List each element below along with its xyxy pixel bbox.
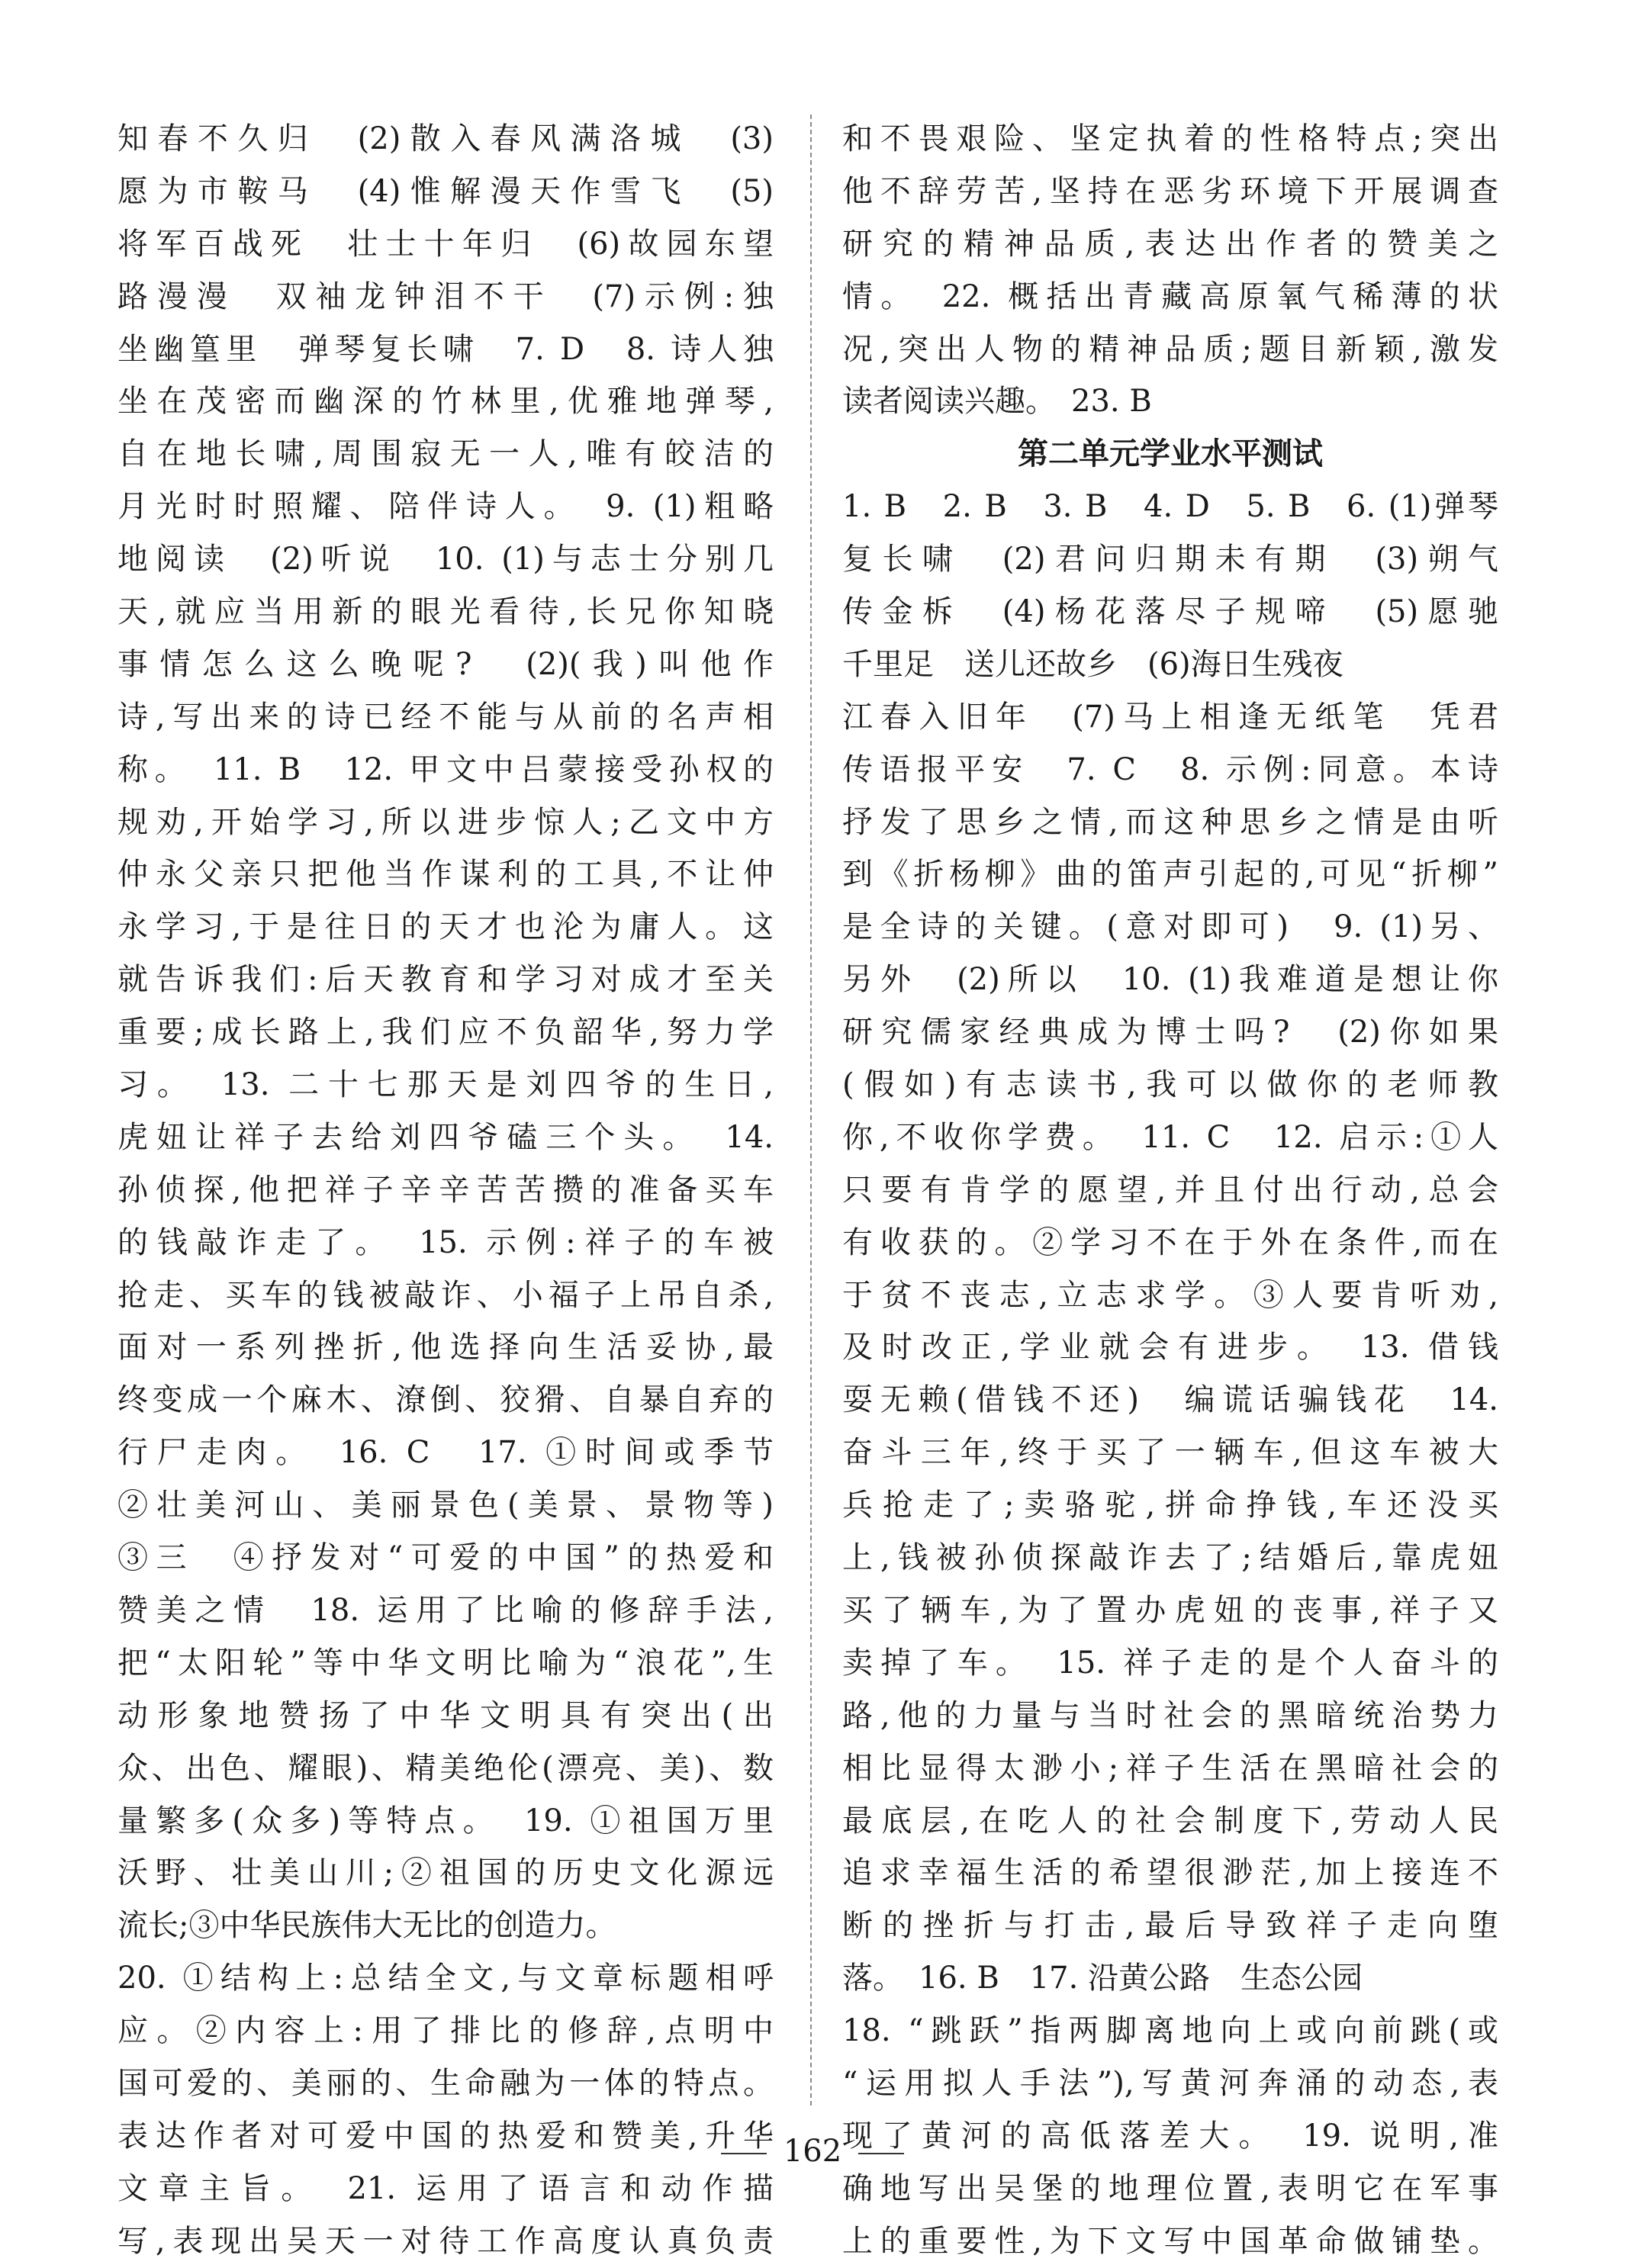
text-line: 路漫漫 双袖龙钟泪不干 (7)示例:独 xyxy=(117,278,774,314)
footer-dash-right xyxy=(858,2153,904,2154)
text-line: 赞美之情 18. 运用了比喻的修辞手法, xyxy=(117,1592,774,1628)
text-line: 孙侦探,他把祥子辛辛苦苦攒的准备买车 xyxy=(117,1172,774,1208)
text-line: 你,不收你学费。 11. C 12. 启示:①人 xyxy=(842,1119,1498,1155)
text-line: 20. ①结构上:总结全文,与文章标题相呼 xyxy=(117,1961,774,1996)
text-line: 千里足 送儿还故乡 (6)海日生残夜 xyxy=(842,646,1343,682)
text-line: 路,他的力量与当时社会的黑暗统治势力 xyxy=(842,1697,1498,1733)
text-line: “运用拟人手法”),写黄河奔涌的动态,表 xyxy=(842,2065,1498,2101)
text-line: 卖掉了车。 15. 祥子走的是个人奋斗的 xyxy=(842,1645,1498,1681)
text-line: 虎妞让祥子去给刘四爷磕三个头。 14. xyxy=(117,1119,774,1155)
text-line: 18. “跳跃”指两脚离地向上或向前跳(或 xyxy=(842,2013,1498,2049)
text-line: 是全诗的关键。(意对即可) 9. (1)另、 xyxy=(842,909,1498,945)
text-line: 天,就应当用新的眼光看待,长兄你知晓 xyxy=(117,594,774,630)
text-line: 到《折杨柳》曲的笛声引起的,可见“折柳” xyxy=(842,857,1498,893)
text-line: 抒发了思乡之情,而这种思乡之情是由听 xyxy=(842,804,1498,840)
text-line: 表达作者对可爱中国的热爱和赞美,升华 xyxy=(117,2118,774,2154)
text-line: 众、出色、耀眼)、精美绝伦(漂亮、美)、数 xyxy=(117,1750,774,1786)
text-line: 习。 13. 二十七那天是刘四爷的生日, xyxy=(117,1067,774,1103)
text-line: 断的挫折与打击,最后导致祥子走向堕 xyxy=(842,1908,1498,1944)
text-line: 传语报平安 7. C 8. 示例:同意。本诗 xyxy=(842,751,1498,787)
text-line: 耍无赖(借钱不还) 编谎话骗钱花 14. xyxy=(842,1382,1498,1418)
text-line: 相比显得太渺小;祥子生活在黑暗社会的 xyxy=(842,1750,1498,1786)
text-line: 自在地长啸,周围寂无一人,唯有皎洁的 xyxy=(117,436,774,472)
text-line: ②壮美河山、美丽景色(美景、景物等) xyxy=(117,1488,774,1523)
text-line: 上,钱被孙侦探敲诈去了;结婚后,靠虎妞 xyxy=(842,1540,1498,1576)
text-line: 研究的精神品质,表达出作者的赞美之 xyxy=(842,226,1498,262)
text-line: 传金柝 (4)杨花落尽子规啼 (5)愿驰 xyxy=(842,594,1498,630)
text-line: 写,表现出吴天一对待工作高度认真负责 xyxy=(117,2223,774,2259)
text-line: 及时改正,学业就会有进步。 13. 借钱 xyxy=(842,1330,1498,1366)
text-line: 读者阅读兴趣。 23. B xyxy=(842,384,1152,420)
footer-dash-left xyxy=(721,2153,767,2154)
column-divider xyxy=(810,114,812,2106)
text-line: 就告诉我们:后天教育和学习对成才至关 xyxy=(117,962,774,998)
text-line: 的钱敲诈走了。 15. 示例:祥子的车被 xyxy=(117,1224,774,1260)
text-line: 情。 22. 概括出青藏高原氧气稀薄的状 xyxy=(842,278,1498,314)
text-line: 仲永父亲只把他当作谋利的工具,不让仲 xyxy=(117,857,774,893)
right-text-column xyxy=(842,113,1498,2268)
text-line: 况,突出人物的精神品质;题目新颖,激发 xyxy=(842,331,1498,367)
text-line: 文章主旨。 21. 运用了语言和动作描 xyxy=(117,2170,774,2206)
text-line: 称。 11. B 12. 甲文中吕蒙接受孙权的 xyxy=(117,751,774,787)
text-line: ③三 ④抒发对“可爱的中国”的热爱和 xyxy=(117,1540,774,1576)
text-line: 沃野、壮美山川;②祖国的历史文化源远 xyxy=(117,1855,774,1891)
text-line: 抢走、买车的钱被敲诈、小福子上吊自杀, xyxy=(117,1277,774,1313)
text-line: 动形象地赞扬了中华文明具有突出(出 xyxy=(117,1697,774,1733)
text-line: 规劝,开始学习,所以进步惊人;乙文中方 xyxy=(117,804,774,840)
text-line: 应。②内容上:用了排比的修辞,点明中 xyxy=(117,2013,774,2049)
text-line: 有收获的。②学习不在于外在条件,而在 xyxy=(842,1224,1498,1260)
text-line: 重要;成长路上,我们应不负韶华,努力学 xyxy=(117,1015,774,1050)
text-line: 行尸走肉。 16. C 17. ①时间或季节 xyxy=(117,1435,774,1471)
text-line: 现了黄河的高低落差大。 19. 说明,准 xyxy=(842,2118,1498,2154)
text-line: 另外 (2)所以 10. (1)我难道是想让你 xyxy=(842,962,1498,998)
text-line: 奋斗三年,终于买了一辆车,但这车被大 xyxy=(842,1435,1498,1471)
text-line: 于贫不丧志,立志求学。③人要肯听劝, xyxy=(842,1277,1498,1313)
text-line: 追求幸福生活的希望很渺茫,加上接连不 xyxy=(842,1855,1498,1891)
text-line: 研究儒家经典成为博士吗? (2)你如果 xyxy=(842,1015,1498,1050)
text-line: 他不辞劳苦,坚持在恶劣环境下开展调查 xyxy=(842,173,1498,209)
text-line: 坐幽篁里 弹琴复长啸 7. D 8. 诗人独 xyxy=(117,331,774,367)
text-line: 终变成一个麻木、潦倒、狡猾、自暴自弃的 xyxy=(117,1382,774,1418)
text-line: 买了辆车,为了置办虎妞的丧事,祥子又 xyxy=(842,1592,1498,1628)
text-line: 兵抢走了;卖骆驼,拼命挣钱,车还没买 xyxy=(842,1488,1498,1523)
text-line: 愿为市鞍马 (4)惟解漫天作雪飞 (5) xyxy=(117,173,774,209)
text-line: 诗,写出来的诗已经不能与从前的名声相 xyxy=(117,699,774,735)
text-line: 将军百战死 壮士十年归 (6)故园东望 xyxy=(117,226,774,262)
text-line: 知春不久归 (2)散入春风满洛城 (3) xyxy=(117,121,774,156)
text-line: 流长;③中华民族伟大无比的创造力。 xyxy=(117,1908,616,1944)
page-number-footer xyxy=(0,2128,1625,2174)
text-line: 事情怎么这么晚呢? (2)(我)叫他作 xyxy=(117,646,774,682)
text-line: 确地写出吴堡的地理位置,表明它在军事 xyxy=(842,2170,1498,2206)
text-line: 地阅读 (2)听说 10. (1)与志士分别几 xyxy=(117,542,774,577)
text-line: 复长啸 (2)君问归期未有期 (3)朔气 xyxy=(842,542,1498,577)
text-line: 量繁多(众多)等特点。 19. ①祖国万里 xyxy=(117,1803,774,1839)
text-line: 江春入旧年 (7)马上相逢无纸笔 凭君 xyxy=(842,699,1498,735)
text-line: 国可爱的、美丽的、生命融为一体的特点。 xyxy=(117,2065,774,2101)
text-line: 1. B 2. B 3. B 4. D 5. B 6. (1)弹琴 xyxy=(842,489,1498,525)
text-line: 最底层,在吃人的社会制度下,劳动人民 xyxy=(842,1803,1498,1839)
text-line: 只要有肯学的愿望,并且付出行动,总会 xyxy=(842,1172,1498,1208)
text-line: 上的重要性,为下文写中国革命做铺垫。 xyxy=(842,2223,1498,2259)
text-line: 把“太阳轮”等中华文明比喻为“浪花”,生 xyxy=(117,1645,774,1681)
text-line: 月光时时照耀、陪伴诗人。 9. (1)粗略 xyxy=(117,489,774,525)
text-line: 坐在茂密而幽深的竹林里,优雅地弹琴, xyxy=(117,384,774,420)
left-text-column xyxy=(117,113,774,2268)
page-number: 162 xyxy=(783,2134,842,2169)
text-line: (假如)有志读书,我可以做你的老师教 xyxy=(842,1067,1498,1103)
text-line: 落。 16. B 17. 沿黄公路 生态公园 xyxy=(842,1961,1363,1996)
text-line: 面对一系列挫折,他选择向生活妥协,最 xyxy=(117,1330,774,1366)
text-line: 和不畏艰险、坚定执着的性格特点;突出 xyxy=(842,121,1498,156)
text-line: 永学习,于是往日的天才也沦为庸人。这 xyxy=(117,909,774,945)
section-heading: 第二单元学业水平测试 xyxy=(1018,436,1323,472)
